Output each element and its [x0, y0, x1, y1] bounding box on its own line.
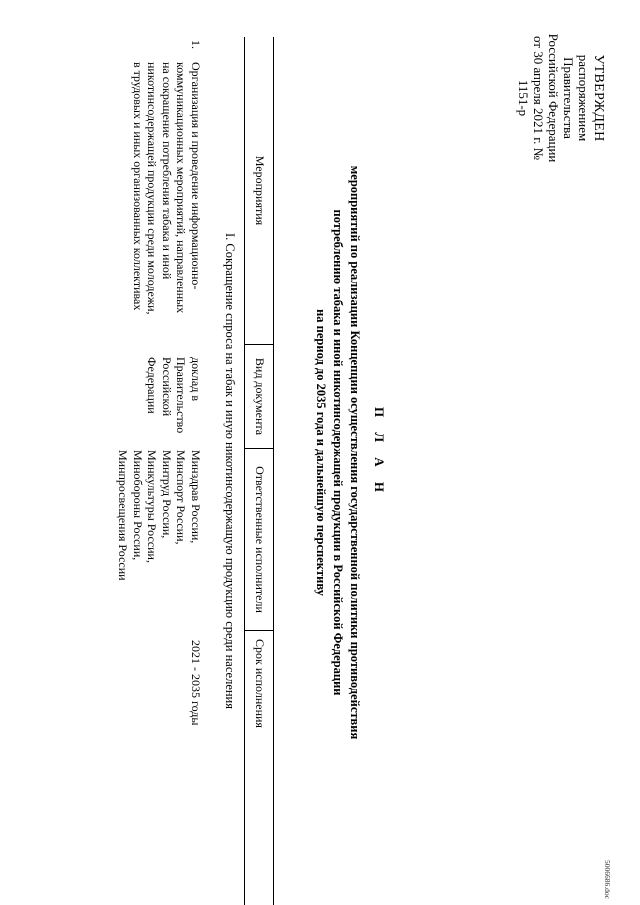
section-title: I. Сокращение спроса на табак и иную никотинсодержащую продукцию среди населения [223, 232, 237, 710]
approval-line: распоряжением Правительства [561, 54, 591, 142]
approval-date-number: от 30 апреля 2021 г. № 1151-р [516, 35, 546, 161]
cell-line: Минтруд России, [160, 450, 174, 539]
cell-line: в трудовых и иных организованных коллективах [131, 62, 145, 311]
cell-executors [116, 450, 203, 600]
document-file-code: 5006686.doc [603, 860, 612, 899]
cell-line: коммуникационных мероприятий, направленных [174, 62, 189, 314]
cell-document-type [145, 357, 203, 452]
approval-block [516, 23, 606, 173]
plan-title-block [370, 0, 388, 905]
cell-line: никотинсодержащей продукции среди молодежи, [145, 62, 160, 315]
cell-line: Минпросвещения России [116, 450, 131, 581]
cell-line: доклад в [189, 357, 203, 402]
subtitle-line: потреблению табака и иной никотинсодержащей продукции в Российской Федерации [331, 209, 345, 696]
cell-line: Минздрав России, [189, 450, 203, 544]
cell-line: Организация и проведение информационно- [189, 62, 203, 290]
header-measures: Мероприятия [253, 155, 267, 226]
cell-measure [131, 62, 204, 317]
cell-line: Минкультуры России, [145, 450, 160, 563]
cell-line: Российской [160, 357, 174, 417]
plan-subtitle [312, 70, 363, 835]
cell-deadline: 2021 - 2035 годы [189, 640, 203, 726]
header-document-type: Вид документа [253, 357, 267, 436]
plan-title: П Л А Н [372, 406, 387, 499]
cell-line: на сокращение потребления табака и иной [160, 62, 174, 280]
subtitle-line: мероприятий по реализации Концепции осуществления государственной политики противодействия [348, 165, 362, 740]
header-executors: Ответственные исполнители [253, 466, 267, 613]
approval-line: Российской Федерации [546, 33, 561, 163]
header-deadline: Срок исполнения [253, 639, 267, 728]
subtitle-line: на период до 2035 года и дальнейшую перспективу [314, 309, 328, 596]
cell-line: Федерации [145, 357, 160, 414]
cell-line: Правительство [174, 357, 189, 434]
cell-line: Минспорт России, [174, 450, 189, 545]
approval-title: УТВЕРЖДЕН [591, 54, 606, 142]
cell-line: Минобороны России, [131, 450, 145, 561]
row-number: 1. [189, 40, 203, 49]
